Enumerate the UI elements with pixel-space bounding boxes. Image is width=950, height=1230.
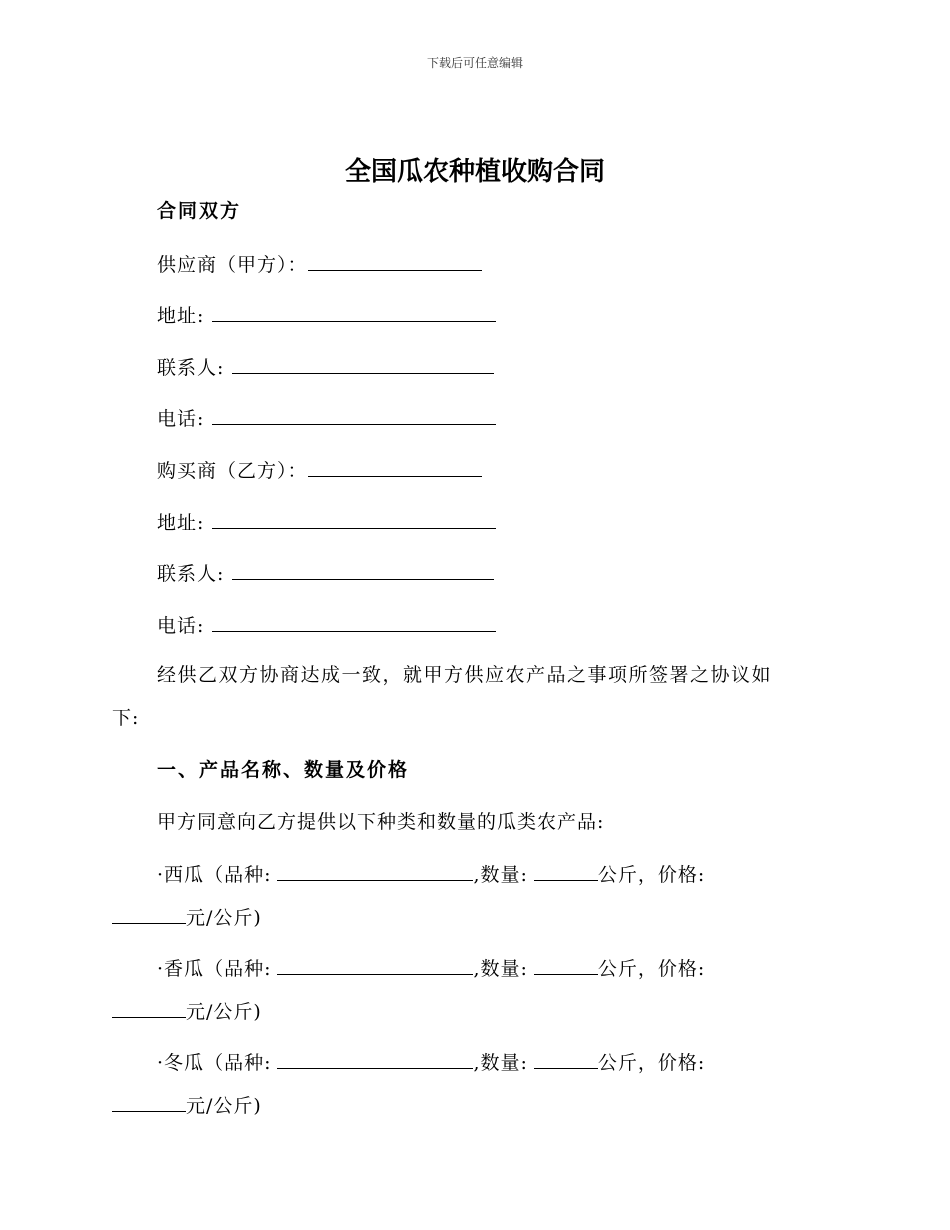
- buyer-contact-row: [157, 559, 494, 587]
- section1-intro: 甲方同意向乙方提供以下种类和数量的瓜类农产品:: [157, 811, 605, 833]
- quantity-label: ,数量:: [473, 864, 528, 886]
- buyer-address-row: [157, 508, 496, 536]
- buyer-name-blank[interactable]: [308, 456, 482, 477]
- buyer-address-blank[interactable]: [212, 508, 496, 529]
- buyer-phone-blank[interactable]: [212, 611, 496, 632]
- header-note: 下载后可任意编辑: [426, 56, 523, 70]
- price-unit: 元/公斤): [186, 907, 262, 929]
- seller-phone-blank[interactable]: [212, 404, 496, 425]
- seller-name-blank[interactable]: [308, 250, 482, 271]
- price-blank[interactable]: [112, 997, 186, 1018]
- buyer-address-label: 地址:: [157, 512, 205, 534]
- quantity-unit: 公斤，价格:: [597, 958, 706, 980]
- quantity-unit: 公斤，价格:: [597, 1052, 706, 1074]
- product-row-wintermelon: [157, 1048, 705, 1076]
- quantity-blank[interactable]: [534, 954, 598, 975]
- price-unit: 元/公斤): [186, 1001, 262, 1023]
- bullet: ·: [157, 864, 165, 886]
- price-blank[interactable]: [112, 1091, 186, 1112]
- product-price-row-muskmelon: [112, 997, 262, 1025]
- seller-label: 供应商（甲方）：: [157, 254, 308, 276]
- buyer-label: 购买商（乙方）：: [157, 460, 308, 482]
- quantity-unit: 公斤，价格:: [597, 864, 706, 886]
- quantity-label: ,数量:: [473, 1052, 528, 1074]
- seller-contact-row: [157, 353, 494, 381]
- intro-paragraph-line2: 下:: [112, 707, 140, 729]
- price-blank[interactable]: [112, 903, 186, 924]
- buyer-phone-row: [157, 611, 496, 639]
- bullet: ·: [157, 1052, 165, 1074]
- variety-blank[interactable]: [277, 860, 473, 881]
- variety-label: （品种:: [204, 958, 272, 980]
- buyer-name-row: [157, 456, 482, 484]
- quantity-label: ,数量:: [473, 958, 528, 980]
- seller-address-blank[interactable]: [212, 301, 496, 322]
- buyer-contact-label: 联系人:: [157, 563, 225, 585]
- quantity-blank[interactable]: [534, 1048, 598, 1069]
- seller-phone-row: [157, 404, 496, 432]
- section1-heading: 一、产品名称、数量及价格: [157, 759, 410, 781]
- product-name: 冬瓜: [164, 1052, 205, 1074]
- seller-name-row: [157, 250, 482, 278]
- quantity-blank[interactable]: [534, 860, 598, 881]
- product-name: 香瓜: [164, 958, 205, 980]
- bullet: ·: [157, 958, 165, 980]
- product-row-muskmelon: [157, 954, 705, 982]
- seller-contact-label: 联系人:: [157, 357, 225, 379]
- variety-label: （品种:: [204, 1052, 272, 1074]
- product-price-row-wintermelon: [112, 1091, 262, 1119]
- product-price-row-watermelon: [112, 903, 262, 931]
- product-row-watermelon: [157, 860, 705, 888]
- price-unit: 元/公斤): [186, 1095, 262, 1117]
- seller-address-label: 地址:: [157, 305, 205, 327]
- variety-label: （品种:: [204, 864, 272, 886]
- seller-phone-label: 电话:: [157, 408, 205, 430]
- variety-blank[interactable]: [277, 954, 473, 975]
- intro-paragraph-line1: 经供乙双方协商达成一致，就甲方供应农产品之事项所签署之协议如: [157, 664, 773, 686]
- buyer-phone-label: 电话:: [157, 615, 205, 637]
- variety-blank[interactable]: [277, 1048, 473, 1069]
- document-title: 全国瓜农种植收购合同: [344, 157, 605, 187]
- seller-contact-blank[interactable]: [232, 353, 494, 374]
- seller-address-row: [157, 301, 496, 329]
- buyer-contact-blank[interactable]: [232, 559, 494, 580]
- parties-heading: 合同双方: [157, 200, 242, 222]
- product-name: 西瓜: [164, 864, 205, 886]
